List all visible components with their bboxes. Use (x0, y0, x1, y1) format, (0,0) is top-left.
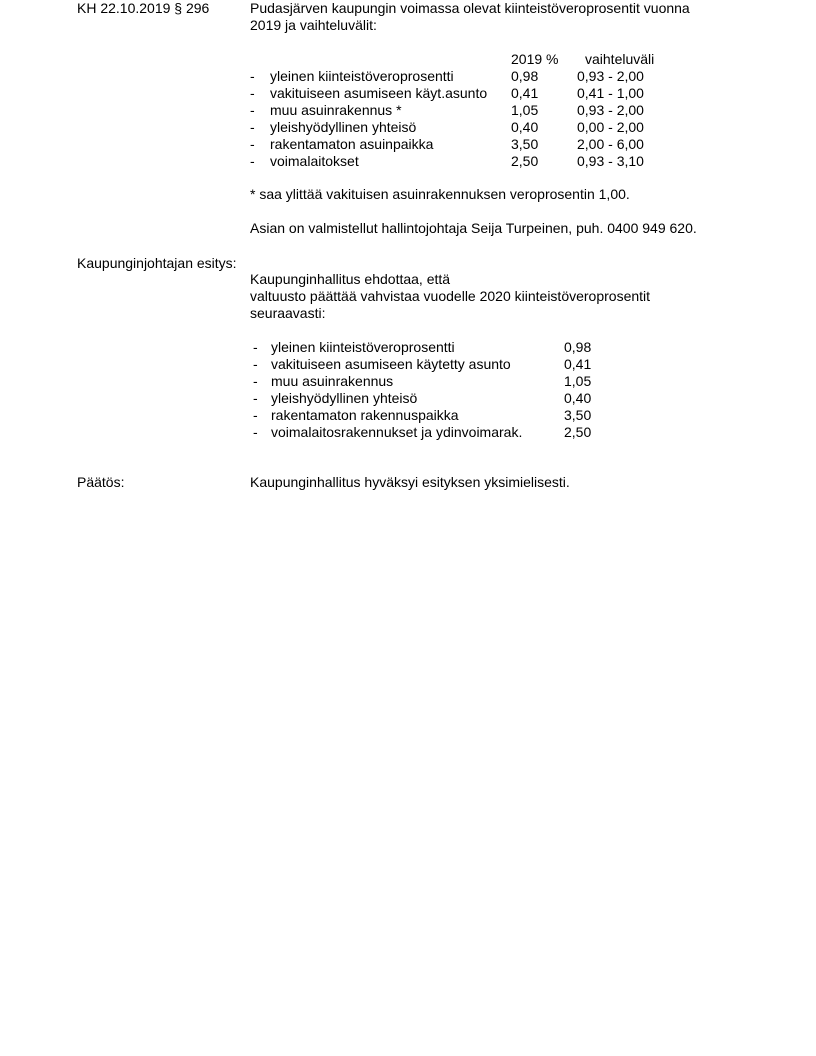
row-dash: - (253, 407, 258, 423)
intro-text-line2: 2019 ja vaihteluvälit: (250, 17, 377, 33)
row-rate: 0,41 (511, 85, 539, 101)
row-rate: 0,40 (564, 390, 592, 406)
intro-text-line1: Pudasjärven kaupungin voimassa olevat kiinteistöveroprosentit vuonna (250, 0, 690, 16)
proposal-line2: valtuusto päättää vahvistaa vuodelle 2020 kiinteistöveroprosentit (250, 288, 651, 304)
row-label: yleinen kiinteistöveroprosentti (271, 339, 455, 355)
row-label: muu asuinrakennus (271, 373, 394, 389)
row-rate: 2,50 (564, 424, 592, 440)
row-dash: - (253, 424, 258, 440)
row-rate: 0,41 (564, 356, 592, 372)
proposal-line1: Kaupunginhallitus ehdottaa, että (250, 271, 451, 287)
row-label: rakentamaton asuinpaikka (270, 136, 434, 152)
row-label: yleishyödyllinen yhteisö (270, 119, 417, 135)
row-rate: 3,50 (564, 407, 592, 423)
row-dash: - (250, 136, 255, 152)
decision-text: Kaupunginhallitus hyväksyi esityksen yksimielisesti. (250, 474, 570, 490)
row-range: 0,93 - 2,00 (577, 68, 644, 84)
row-range: 0,93 - 3,10 (577, 153, 644, 169)
row-rate: 1,05 (564, 373, 592, 389)
meeting-reference: KH 22.10.2019 § 296 (77, 0, 210, 16)
row-rate: 0,98 (511, 68, 539, 84)
row-rate: 3,50 (511, 136, 539, 152)
row-range: 0,93 - 2,00 (577, 102, 644, 118)
row-range: 0,41 - 1,00 (577, 85, 644, 101)
row-label: voimalaitokset (270, 153, 359, 169)
row-dash: - (250, 85, 255, 101)
row-range: 0,00 - 2,00 (577, 119, 644, 135)
row-dash: - (250, 153, 255, 169)
row-dash: - (250, 68, 255, 84)
row-label: vakituiseen asumiseen käyt.asunto (270, 85, 488, 101)
proposal-line3: seuraavasti: (250, 305, 326, 321)
row-rate: 0,98 (564, 339, 592, 355)
row-label: yleinen kiinteistöveroprosentti (270, 68, 454, 84)
column-header-range: vaihteluväli (585, 51, 655, 67)
row-rate: 0,40 (511, 119, 539, 135)
row-rate: 2,50 (511, 153, 539, 169)
row-dash: - (250, 119, 255, 135)
row-label: vakituiseen asumiseen käytetty asunto (271, 356, 511, 372)
row-dash: - (253, 339, 258, 355)
row-label: muu asuinrakennus * (270, 102, 402, 118)
preparer-note: Asian on valmistellut hallintojohtaja Seija Turpeinen, puh. 0400 949 620. (250, 220, 697, 236)
column-header-rate: 2019 % (511, 51, 559, 67)
row-label: rakentamaton rakennuspaikka (271, 407, 459, 423)
row-rate: 1,05 (511, 102, 539, 118)
decision-label: Päätös: (77, 474, 125, 490)
row-dash: - (253, 356, 258, 372)
proposal-label: Kaupunginjohtajan esitys: (77, 255, 237, 271)
row-dash: - (250, 102, 255, 118)
row-dash: - (253, 373, 258, 389)
row-label: yleishyödyllinen yhteisö (271, 390, 418, 406)
row-range: 2,00 - 6,00 (577, 136, 644, 152)
row-label: voimalaitosrakennukset ja ydinvoimarak. (271, 424, 523, 440)
row-dash: - (253, 390, 258, 406)
footnote: * saa ylittää vakituisen asuinrakennuksen veroprosentin 1,00. (250, 186, 630, 202)
